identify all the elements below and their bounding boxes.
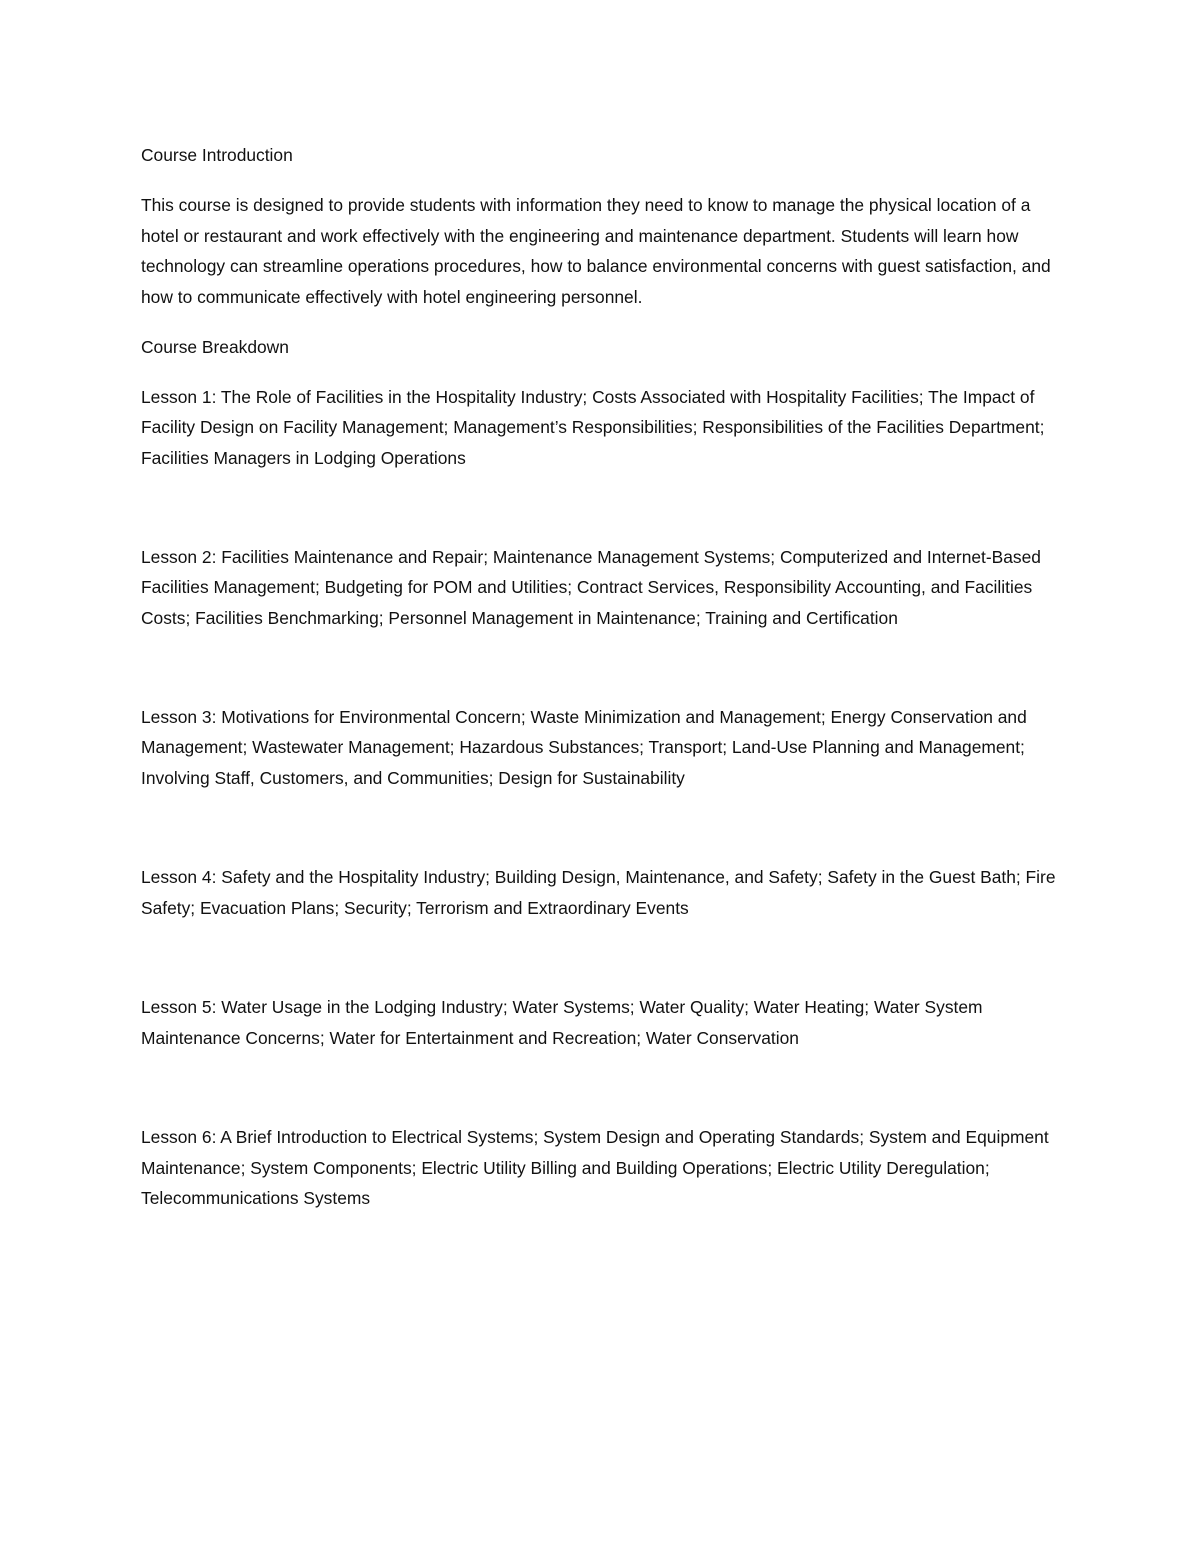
course-breakdown-heading: Course Breakdown [141,336,289,357]
lesson-1-paragraph: Lesson 1: The Role of Facilities in the Hospitality Industry; Costs Associated with Hospitality Facilities; The Impact of Facility Design on Facility Management; Management’s Responsibilities; Responsibilities of the Facilities Department; Facilities Managers in Lodging Operations [141,386,1045,468]
lesson-4-paragraph: Lesson 4: Safety and the Hospitality Industry; Building Design, Maintenance, and Safety; Safety in the Guest Bath; Fire Safety; Evacuation Plans; Security; Terrorism and Extraordinary Events [141,867,1056,918]
document-body [141,140,1061,1214]
lesson-6-paragraph: Lesson 6: A Brief Introduction to Electrical Systems; System Design and Operating Standards; System and Equipment Maintenance; System Components; Electric Utility Billing and Building Operations; Electric Utility Deregulation; Telecommunications Systems [141,1127,1049,1208]
lesson-3-paragraph: Lesson 3: Motivations for Environmental Concern; Waste Minimization and Management; Energy Conservation and Management; Wastewater Management; Hazardous Substances; Transport; Land-Use Planning and Management; Involving Staff, Customers, and Communities; Design for Sustainability [141,706,1027,788]
lesson-5-paragraph: Lesson 5: Water Usage in the Lodging Industry; Water Systems; Water Quality; Water Heating; Water System Maintenance Concerns; Water for Entertainment and Recreation; Water Conservation [141,997,983,1048]
course-introduction-paragraph: This course is designed to provide students with information they need to know to manage the physical location of a hotel or restaurant and work effectively with the engineering and maintenance department. Students will learn how technology can streamline operations procedures, how to balance environmental concerns with guest satisfaction, and how to communicate effectively with hotel engineering personnel. [141,195,1051,307]
lesson-2-paragraph: Lesson 2: Facilities Maintenance and Repair; Maintenance Management Systems; Computerized and Internet-Based Facilities Management; Budgeting for POM and Utilities; Contract Services, Responsibility Accounting, and Facilities Costs; Facilities Benchmarking; Personnel Management in Maintenance; Training and Certification [141,546,1041,628]
course-introduction-heading: Course Introduction [141,145,293,165]
